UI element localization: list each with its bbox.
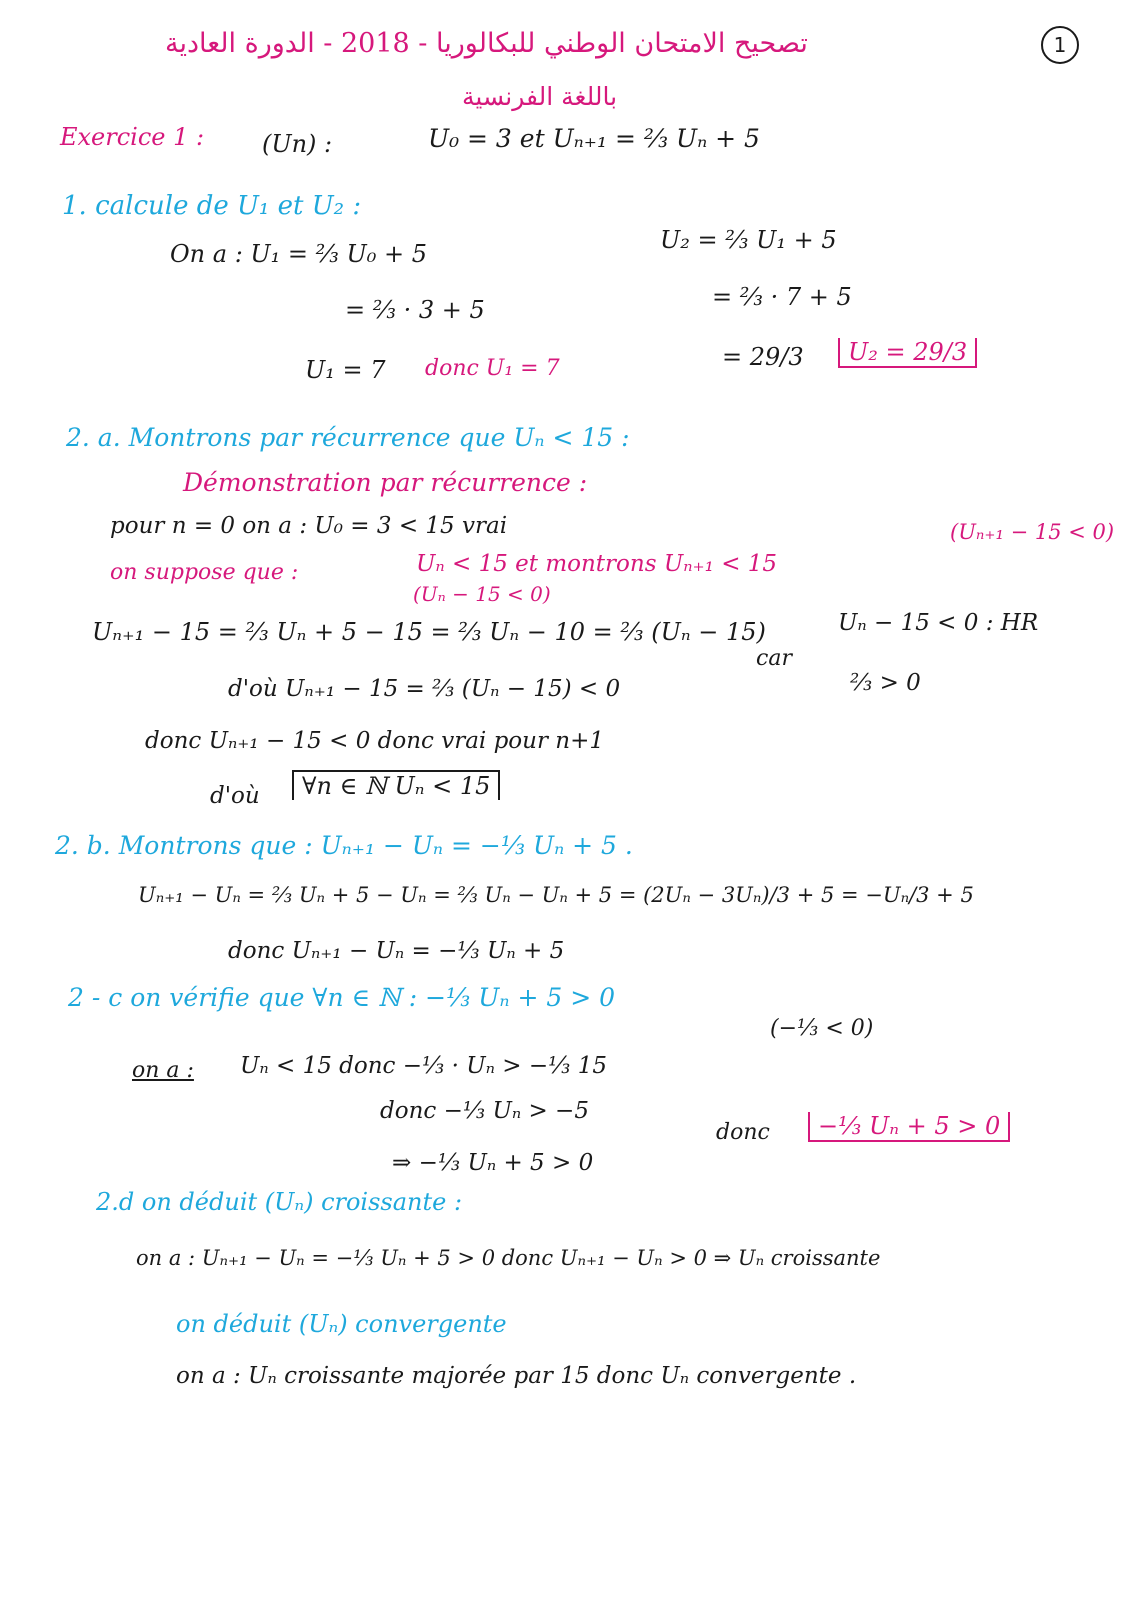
q2a-line3: Uₙ₊₁ − 15 = ⅔ Uₙ + 5 − 15 = ⅔ Uₙ − 10 = ⅔ (Uₙ − 15) — [92, 618, 766, 646]
q1-heading: 1. calcule de U₁ et U₂ : — [62, 191, 362, 221]
q2a-line1: pour n = 0 on a : U₀ = 3 < 15 vrai — [110, 513, 508, 539]
q2a-line4-reason2: ⅔ > 0 — [850, 670, 921, 696]
q1-u1-result — [425, 358, 560, 380]
exercise-label: Exercice 1 : — [60, 123, 205, 151]
q1-u1-line1: On a : U₁ = ⅔ U₀ + 5 — [170, 240, 428, 268]
q1-u1-line3: U₁ = 7 — [305, 356, 386, 384]
page-subtitle: باللغة الفرنسية — [462, 82, 618, 111]
q2a-heading: 2. a. Montrons par récurrence que Uₙ < 15 : — [66, 423, 630, 452]
q1-u1-line2: = ⅔ · 3 + 5 — [345, 296, 485, 324]
exercise-sequence: (Un) : — [262, 130, 333, 158]
q1-u2-line2: = ⅔ · 7 + 5 — [712, 283, 852, 311]
q2d-heading2: on déduit (Uₙ) convergente — [176, 1310, 507, 1338]
q2b-line2: donc Uₙ₊₁ − Uₙ = −⅓ Uₙ + 5 — [228, 938, 565, 964]
q2c-line1-b: Uₙ < 15 donc −⅓ · Uₙ > −⅓ 15 — [240, 1053, 607, 1079]
q1-u2-line3: = 29/3 — [722, 343, 804, 371]
q2c-note: (−⅓ < 0) — [770, 1016, 874, 1041]
q2c-result-box: −⅓ Uₙ + 5 > 0 — [808, 1112, 1010, 1142]
q2a-line2-c: (Uₙ₊₁ − 15 < 0) — [950, 520, 1115, 544]
q2d-line1: on a : Uₙ₊₁ − Uₙ = −⅓ Uₙ + 5 > 0 donc Uₙ₊₁ − Uₙ > 0 ⇒ Uₙ croissante — [136, 1246, 881, 1270]
exercise-definition: U₀ = 3 et Uₙ₊₁ = ⅔ Uₙ + 5 — [428, 124, 760, 153]
page-title: تصحيح الامتحان الوطني للبكالوريا - 2018 - الدورة العادية — [165, 28, 808, 59]
q2a-line2-b: Uₙ < 15 et montrons Uₙ₊₁ < 15 — [416, 551, 778, 577]
q2a-line2-d: (Uₙ − 15 < 0) — [413, 582, 551, 606]
q1-u1-result-text: donc U₁ = 7 — [425, 356, 560, 381]
q2c-line2: donc −⅓ Uₙ > −5 — [380, 1098, 589, 1124]
q2a-line4: d'où Uₙ₊₁ − 15 = ⅔ (Uₙ − 15) < 0 — [228, 676, 621, 702]
q2d-heading: 2.d on déduit (Uₙ) croissante : — [96, 1188, 463, 1216]
q2a-line2-a: on suppose que : — [110, 560, 299, 585]
q1-u2-result: U₂ = 29/3 — [838, 338, 977, 368]
q2b-heading: 2. b. Montrons que : Uₙ₊₁ − Uₙ = −⅓ Uₙ + 5 . — [55, 831, 633, 860]
q2d-line2: on a : Uₙ croissante majorée par 15 donc Uₙ convergente . — [176, 1363, 857, 1389]
q2c-line3: ⇒ −⅓ Uₙ + 5 > 0 — [392, 1150, 594, 1176]
q2c-line3-donc: donc — [716, 1120, 770, 1145]
q1-u2-line1: U₂ = ⅔ U₁ + 5 — [660, 226, 837, 254]
q2a-line4-car: car — [756, 646, 792, 671]
q2a-subheading: Démonstration par récurrence : — [183, 468, 588, 497]
q2b-line1: Uₙ₊₁ − Uₙ = ⅔ Uₙ + 5 − Uₙ = ⅔ Uₙ − Uₙ + 5 = (2Uₙ − 3Uₙ)/3 + 5 = −Uₙ/3 + 5 — [138, 883, 974, 907]
q2a-conclusion-box: ∀n ∈ ℕ Uₙ < 15 — [292, 770, 500, 800]
page-number: 1 — [1041, 26, 1079, 64]
q2a-line5: donc Uₙ₊₁ − 15 < 0 donc vrai pour n+1 — [145, 728, 604, 754]
q2c-heading: 2 - c on vérifie que ∀n ∈ ℕ : −⅓ Uₙ + 5 > 0 — [68, 983, 615, 1012]
q2c-line1-a: on a : — [132, 1058, 194, 1083]
q2a-line6: d'où — [210, 783, 260, 809]
q2a-line4-reason1: Uₙ − 15 < 0 : HR — [838, 610, 1039, 636]
